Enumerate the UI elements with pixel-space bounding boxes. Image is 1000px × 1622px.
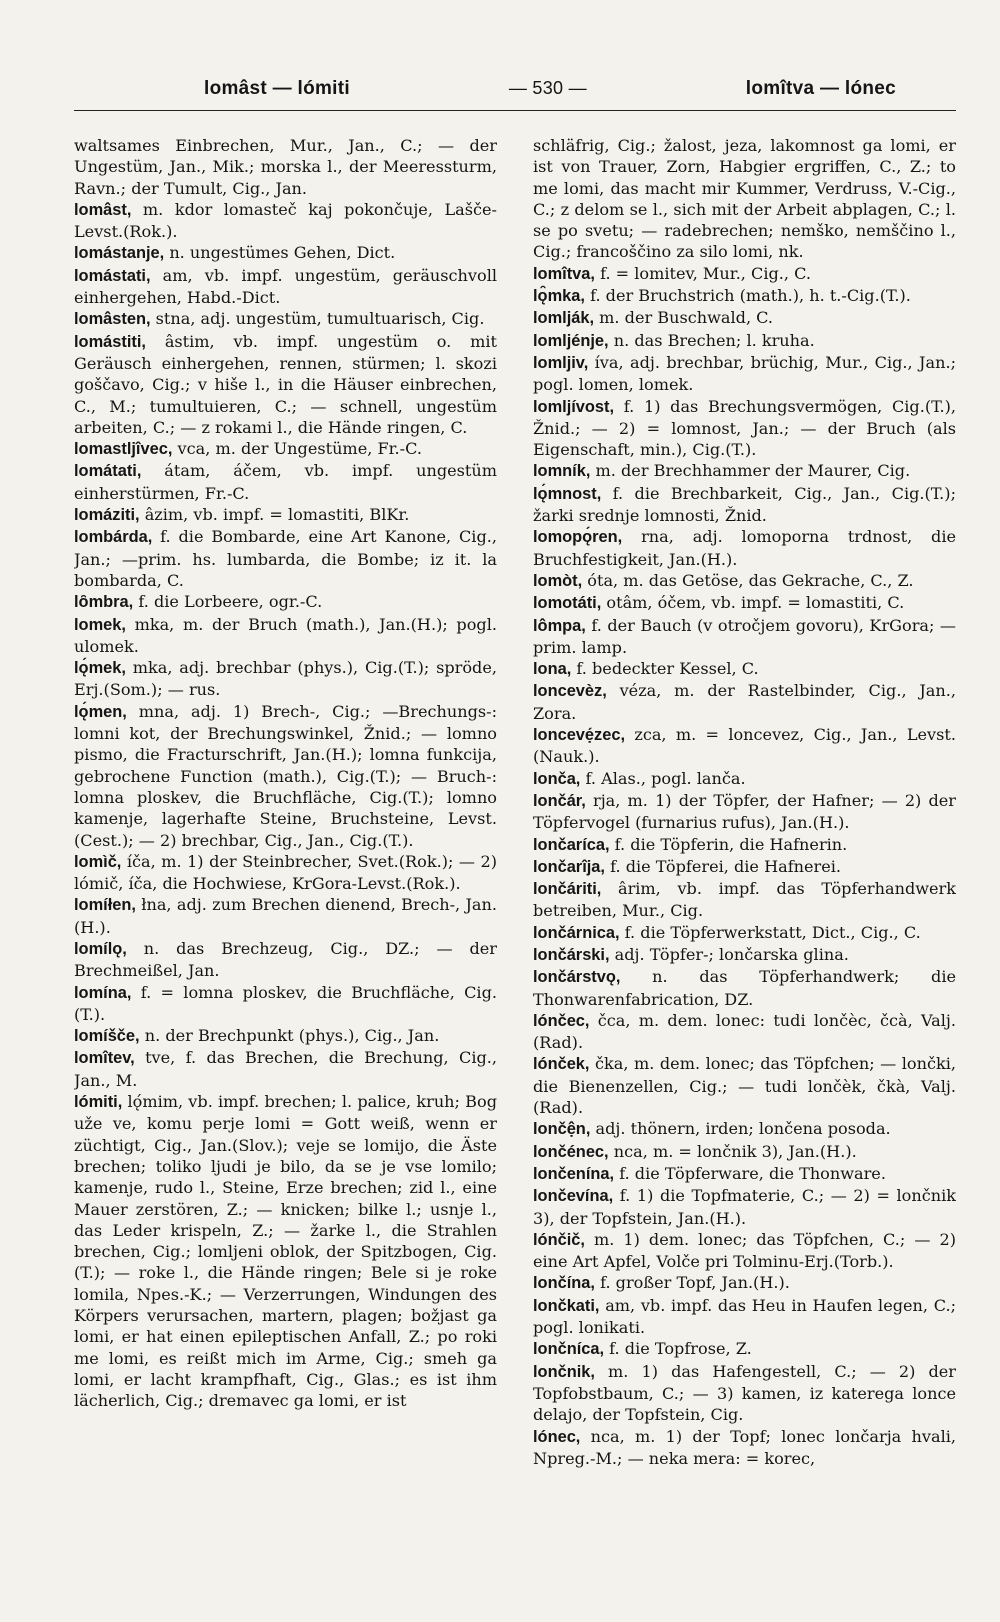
dictionary-entry: [533, 307, 956, 329]
entry-definition: f. bedeckter Kessel, C.: [576, 659, 759, 679]
entry-definition: n. der Brechpunkt (phys.), Cig., Jan.: [144, 1026, 440, 1046]
entry-definition: f. der Bruchstrich (math.), h. t.-Cig.(T.).: [590, 286, 911, 306]
dictionary-entry: [533, 285, 956, 307]
entry-definition: rja, m. 1) der Töpfer, der Hafner; — 2) der Töpfervogel (furnarius rufus), Jan.(H.).: [533, 790, 956, 833]
entry-definition: rna, adj. lomoporna trdnost, die Bruchfestigkeit, Jan.(H.).: [533, 527, 956, 569]
entry-headword: lomòt,: [533, 571, 583, 590]
entry-headword: lončénec,: [533, 1142, 609, 1161]
left-column: [74, 135, 515, 1605]
entry-definition: n. ungestümes Gehen, Dict.: [169, 243, 396, 263]
entry-headword: lončkati,: [533, 1296, 600, 1315]
entry-definition: f. großer Topf, Jan.(H.).: [600, 1273, 790, 1293]
entry-definition: f. die Topfrose, Z.: [609, 1339, 752, 1359]
entry-definition: adj. Töpfer-; lončarska glina.: [614, 944, 849, 964]
entry-definition: âstim, vb. impf. ungestüm o. mit Geräusch einhergehen, rennen, stürmen; l. skozi goščavo, Cig.; v hiše l., in die Häuser einbrechen, C., M.; tumultuieren, C.; — schnell, ungestüm arbeiten, C.; — z rokami l., die Hände ringen, C.: [74, 331, 498, 437]
dictionary-entry: [533, 1229, 956, 1273]
entry-headword: lǫ́mek,: [74, 659, 126, 678]
entry-headword: lomljiv,: [533, 353, 589, 372]
header-rule: [74, 110, 956, 111]
entry-definition: am, vb. impf. das Heu in Haufen legen, C.; pogl. lonikati.: [533, 1295, 956, 1338]
entry-definition: íča, m. 1) der Steinbrecher, Svet.(Rok.); — 2) lómič, íča, die Hochwiese, KrGora-Levst.(Rok.).: [74, 851, 497, 894]
dictionary-entry: [533, 1163, 956, 1185]
entry-definition: otâm, óčem, vb. impf. = lomastiti, C.: [606, 593, 905, 613]
entry-definition: mka, m. der Bruch (math.), Jan.(H.); pogl. ulomek.: [74, 614, 497, 656]
dictionary-entry: [74, 982, 497, 1026]
entry-definition: f. die Töpferwerkstatt, Dict., Cig., C.: [624, 922, 921, 942]
entry-definition: waltsames Einbrechen, Mur., Jan., C.; — der Ungestüm, Jan., Mik.; morska l., der Meeressturm, Ravn.; der Tumult, Cig., Jan.: [74, 136, 497, 198]
entry-headword: lončárnica,: [533, 923, 620, 942]
dictionary-entry: [533, 570, 956, 592]
entry-headword: lomìč,: [74, 852, 122, 871]
dictionary-entry: [533, 1010, 956, 1054]
entry-definition: óta, m. das Getöse, das Gekrache, C., Z.: [587, 570, 914, 590]
entry-headword: lončevína,: [533, 1187, 614, 1206]
entry-definition: ârim, vb. impf. das Töpferhandwerk betreiben, Mur., Cig.: [533, 879, 956, 921]
entry-headword: lomník,: [533, 462, 591, 481]
entry-headword: lȏmbra,: [74, 593, 134, 612]
entry-headword: lončína,: [533, 1274, 595, 1293]
dictionary-entry: [74, 308, 497, 330]
entry-headword: lónček,: [533, 1055, 590, 1074]
entry-definition: nca, m. = lončnik 3), Jan.(H.).: [613, 1141, 857, 1161]
entry-definition: m. der Brechhammer der Maurer, Cig.: [595, 461, 911, 481]
dictionary-entry: [74, 135, 497, 199]
entry-definition: adj. thönern, irden; lončena posoda.: [595, 1119, 891, 1139]
dictionary-entry: [74, 526, 497, 591]
entry-headword: loncevèz,: [533, 682, 607, 701]
running-header: [74, 78, 956, 100]
right-column: [515, 135, 956, 1605]
entry-headword: lomîtev,: [74, 1049, 135, 1068]
dictionary-entry: [533, 1053, 956, 1118]
entry-headword: lomastljîvec,: [74, 440, 173, 459]
dictionary-entry: [533, 526, 956, 570]
entry-definition: lǫ́mim, vb. impf. brechen; l. palice, kruh; Bog uže ve, komu perje lomi = Gott weiß, wenn er züchtigt, Cig., Jan.(Slov.); veje se lomijo, die Äste brechen; toliko ljudi je bilo, da se je vse lomilo; kamenje, rudo l., Steine, Erze brechen; zid l., eine Mauer zerstören, Z.; — knicken; bilke l.; usnje l., das Leder krispeln, Z.; — žarke l., die Strahlen brechen, Cig.; lomljeni oblok, der Spitzbogen, Cig.(T.); — roke l., die Hände ringen; Bele si je roke lomila, Npes.-K.; — Verzerrungen, Windungen des Körpers verursachen, martern, plagen; božjast ga lomi, er hat einen epileptischen Anfall, Z.; po roki me lomi, es reißt mich im Arme, Cig.; smeh ga lomi, er lacht krampfhaft, Cig., Glas.; es ist ihm lächerlich, Cig.; dremavec ga lomi, er ist: [74, 1092, 497, 1411]
dictionary-entry: [74, 504, 497, 526]
entry-definition: am, vb. impf. ungestüm, geräuschvoll einhergehen, Habd.-Dict.: [74, 265, 497, 308]
entry-definition: łna, adj. zum Brechen dienend, Brech-, Jan.(H.).: [74, 895, 497, 937]
dictionary-entry: [533, 1185, 956, 1229]
entry-headword: lǫ́mnost,: [533, 484, 602, 503]
entry-definition: n. das Brechen; l. kruha.: [613, 330, 815, 350]
entry-headword: lomástiti,: [74, 332, 146, 351]
entry-headword: lomáziti,: [74, 506, 140, 525]
dictionary-entry: [74, 199, 497, 243]
entry-headword: lónec,: [533, 1427, 581, 1446]
dictionary-entry: [533, 352, 956, 396]
entry-headword: lomlják,: [533, 309, 595, 328]
entry-headword: lomástanje,: [74, 244, 165, 263]
entry-definition: f. Alas., pogl. lanča.: [585, 768, 746, 788]
entry-headword: lomíłen,: [74, 896, 136, 915]
entry-definition: vca, m. der Ungestüme, Fr.-C.: [177, 439, 422, 459]
entry-headword: lončárski,: [533, 945, 610, 964]
entry-definition: f. der Bauch (v otročjem govoru), KrGora; — prim. lamp.: [533, 615, 956, 657]
dictionary-entry: [533, 1141, 956, 1163]
entry-definition: véza, m. der Rastelbinder, Cig., Jan., Zora.: [533, 681, 956, 723]
dictionary-entry: [74, 851, 497, 895]
entry-headword: lónčič,: [533, 1230, 585, 1249]
entry-definition: átam, áčem, vb. impf. ungestüm einherstürmen, Fr.-C.: [74, 461, 497, 503]
entry-definition: mna, adj. 1) Brech-, Cig.; —Brechungs-: lomni kot, der Brechungswinkel, Žnid.; — lomno pismo, die Fracturschrift, Jan.(H.); lomna funkcija, gebrochene Function (math.), Cig.(T.); — Bruch-: lomna ploskev, die Bruchfläche, Cig.(T.); lomno kamenje, lagerhafte Steine, Bruchsteine, Levst.(Cest.); — 2) brechbar, Cig., Jan., Cig.(T.).: [74, 701, 497, 850]
dictionary-entry: [533, 263, 956, 285]
entry-headword: lomotáti,: [533, 594, 602, 613]
page-number: — 530 —: [508, 78, 587, 98]
dictionary-entry: [533, 1426, 956, 1470]
entry-headword: lončnik,: [533, 1362, 595, 1381]
entry-headword: lončár,: [533, 791, 586, 810]
entry-definition: f. = lomna ploskev, die Bruchfläche, Cig.(T.).: [74, 982, 497, 1024]
dictionary-entry: [74, 701, 497, 851]
dictionary-entry: [533, 856, 956, 878]
entry-definition: tve, f. das Brechen, die Brechung, Cig., Jan., M.: [74, 1048, 498, 1090]
entry-definition: f. die Töpferei, die Hafnerei.: [610, 856, 842, 876]
entry-headword: lǫ̑mka,: [533, 287, 585, 306]
dictionary-entry: [533, 592, 956, 614]
entry-headword: lômpa,: [533, 616, 586, 635]
dictionary-entry: [533, 460, 956, 482]
header-right-guideword: lomîtva — lónec: [745, 78, 896, 99]
dictionary-entry: [74, 1025, 497, 1047]
dictionary-entry: [533, 483, 956, 527]
dictionary-entry: [533, 1118, 956, 1140]
dictionary-entry: [74, 591, 497, 613]
entry-headword: lónčec,: [533, 1011, 590, 1030]
entry-headword: lončaríca,: [533, 835, 610, 854]
dictionary-entry: [533, 330, 956, 352]
entry-definition: čca, m. dem. lonec: tudi lončèc, čcà, Valj.(Rad).: [533, 1010, 956, 1053]
dictionary-entry: [74, 331, 497, 438]
entry-definition: m. kdor lomasteč kaj pokončuje, Lašče-Levst.(Rok.).: [74, 199, 497, 242]
dictionary-entry: [74, 460, 497, 504]
dictionary-entry: [533, 922, 956, 944]
entry-definition: stna, adj. ungestüm, tumultuarisch, Cig.: [155, 309, 485, 329]
dictionary-entry: [533, 768, 956, 790]
entry-headword: lončarîja,: [533, 857, 605, 876]
header-left-guideword: lomâst — lómiti: [204, 78, 350, 99]
entry-definition: m. 1) das Hafengestell, C.; — 2) der Topfobstbaum, C.; — 3) kamen, iz katerega lonce delajo, der Topfstein, Cig.: [533, 1361, 956, 1425]
entry-definition: f. 1) das Brechungsvermögen, Cig.(T.), Žnid.; — 2) = lomnost, Jan.; — der Bruch (als Eigenschaft, min.), Cig.(T.).: [533, 396, 956, 460]
dictionary-entry: [533, 680, 956, 724]
entry-headword: lomek,: [74, 615, 126, 634]
entry-headword: lončníca,: [533, 1340, 605, 1359]
entry-headword: lona,: [533, 660, 572, 679]
entry-headword: lombárda,: [74, 528, 153, 547]
entry-definition: f. = lomitev, Mur., Cig., C.: [600, 263, 812, 283]
entry-headword: lonča,: [533, 769, 581, 788]
entry-headword: lomâst,: [74, 200, 132, 219]
entry-headword: lomástati,: [74, 266, 151, 285]
entry-definition: m. 1) dem. lonec; das Töpfchen, C.; — 2) eine Art Apfel, Volče pri Tolminu-Erj.(Torb.).: [533, 1229, 956, 1272]
dictionary-entry: [533, 1272, 956, 1294]
entry-definition: zca, m. = loncevez, Cig., Jan., Levst.(Nauk.).: [533, 725, 956, 767]
dictionary-entry: [74, 938, 497, 982]
entry-headword: lomopǫ́ren,: [533, 528, 623, 547]
entry-headword: lončện,: [533, 1120, 591, 1139]
dictionary-entry: [74, 1047, 497, 1091]
entry-definition: mka, adj. brechbar (phys.), Cig.(T.); spröde, Erj.(Som.); — rus.: [74, 658, 497, 700]
dictionary-entry: [74, 438, 497, 460]
entry-headword: lomljívost,: [533, 397, 615, 416]
dictionary-entry: [533, 135, 956, 263]
dictionary-entry: [533, 615, 956, 659]
entry-headword: lomína,: [74, 983, 132, 1002]
dictionary-entry: [74, 1091, 497, 1411]
dictionary-entry: [74, 614, 497, 658]
dictionary-entry: [533, 966, 956, 1010]
entry-headword: lomljénje,: [533, 331, 609, 350]
dictionary-entry: [533, 724, 956, 768]
two-column-body: [74, 135, 956, 1605]
dictionary-entry: [74, 894, 497, 938]
dictionary-entry: [533, 1295, 956, 1339]
entry-definition: f. die Brechbarkeit, Cig., Jan., Cig.(T.); žarki srednje lomnosti, Žnid.: [533, 483, 956, 526]
entry-definition: čka, m. dem. lonec; das Töpfchen; — lončki, die Bienenzellen, Cig.; — tudi lončèk, čkà, Valj.(Rad).: [533, 1054, 956, 1118]
entry-definition: n. das Brechzeug, Cig., DZ.; — der Brechmeißel, Jan.: [74, 938, 497, 981]
entry-headword: loncevẹ́zec,: [533, 726, 626, 745]
entry-headword: lončenína,: [533, 1164, 615, 1183]
entry-definition: schläfrig, Cig.; žalost, jeza, lakomnost ga lomi, er ist von Trauer, Zorn, Habgier ergriffen, C., Z.; to me lomi, das macht mir Kummer, Verdruss, V.-Cig., C.; z delom se l., sich mit der Arbeit abplagen, C.; l. se po svetu; — radebrechen; nemško, nemščino l., Cig.; francoščino za silo lomi, nk.: [533, 136, 956, 262]
dictionary-entry: [533, 878, 956, 922]
entry-headword: lomíšče,: [74, 1027, 140, 1046]
entry-headword: lómiti,: [74, 1093, 123, 1112]
dictionary-entry: [533, 790, 956, 834]
entry-definition: m. der Buschwald, C.: [599, 308, 774, 328]
dictionary-entry: [533, 944, 956, 966]
dictionary-entry: [74, 657, 497, 701]
entry-headword: lomátati,: [74, 462, 142, 481]
entry-definition: f. die Töpferware, die Thonware.: [619, 1163, 886, 1183]
entry-definition: nca, m. 1) der Topf; lonec lončarja hvali, Npreg.-M.; — neka mera: = korec,: [533, 1426, 956, 1468]
entry-definition: f. die Bombarde, eine Art Kanone, Cig., Jan.; —prim. hs. lumbarda, die Bombe; iz it. la bombarda, C.: [74, 527, 497, 590]
dictionary-entry: [533, 834, 956, 856]
dictionary-entry: [533, 396, 956, 461]
entry-headword: lǫ́men,: [74, 702, 127, 721]
dictionary-entry: [533, 1338, 956, 1360]
entry-definition: f. 1) die Topfmaterie, C.; — 2) = lončnik 3), der Topfstein, Jan.(H.).: [533, 1186, 956, 1228]
entry-headword: lončáriti,: [533, 880, 602, 899]
entry-headword: lomâsten,: [74, 310, 151, 329]
entry-definition: âzim, vb. impf. = lomastiti, BlKr.: [144, 505, 410, 525]
entry-definition: f. die Töpferin, die Hafnerin.: [614, 834, 848, 854]
dictionary-entry: [533, 658, 956, 680]
entry-definition: íva, adj. brechbar, brüchig, Mur., Cig., Jan.; pogl. lomen, lomek.: [533, 352, 956, 395]
entry-headword: lomílǫ,: [74, 939, 127, 958]
entry-definition: f. die Lorbeere, ogr.-C.: [138, 592, 323, 612]
dictionary-entry: [74, 242, 497, 264]
entry-headword: lomîtva,: [533, 264, 595, 283]
entry-headword: lončárstvǫ,: [533, 968, 621, 987]
entry-definition: n. das Töpferhandwerk; die Thonwarenfabrication, DZ.: [533, 967, 956, 1009]
dictionary-entry: [74, 265, 497, 309]
dictionary-entry: [533, 1361, 956, 1426]
